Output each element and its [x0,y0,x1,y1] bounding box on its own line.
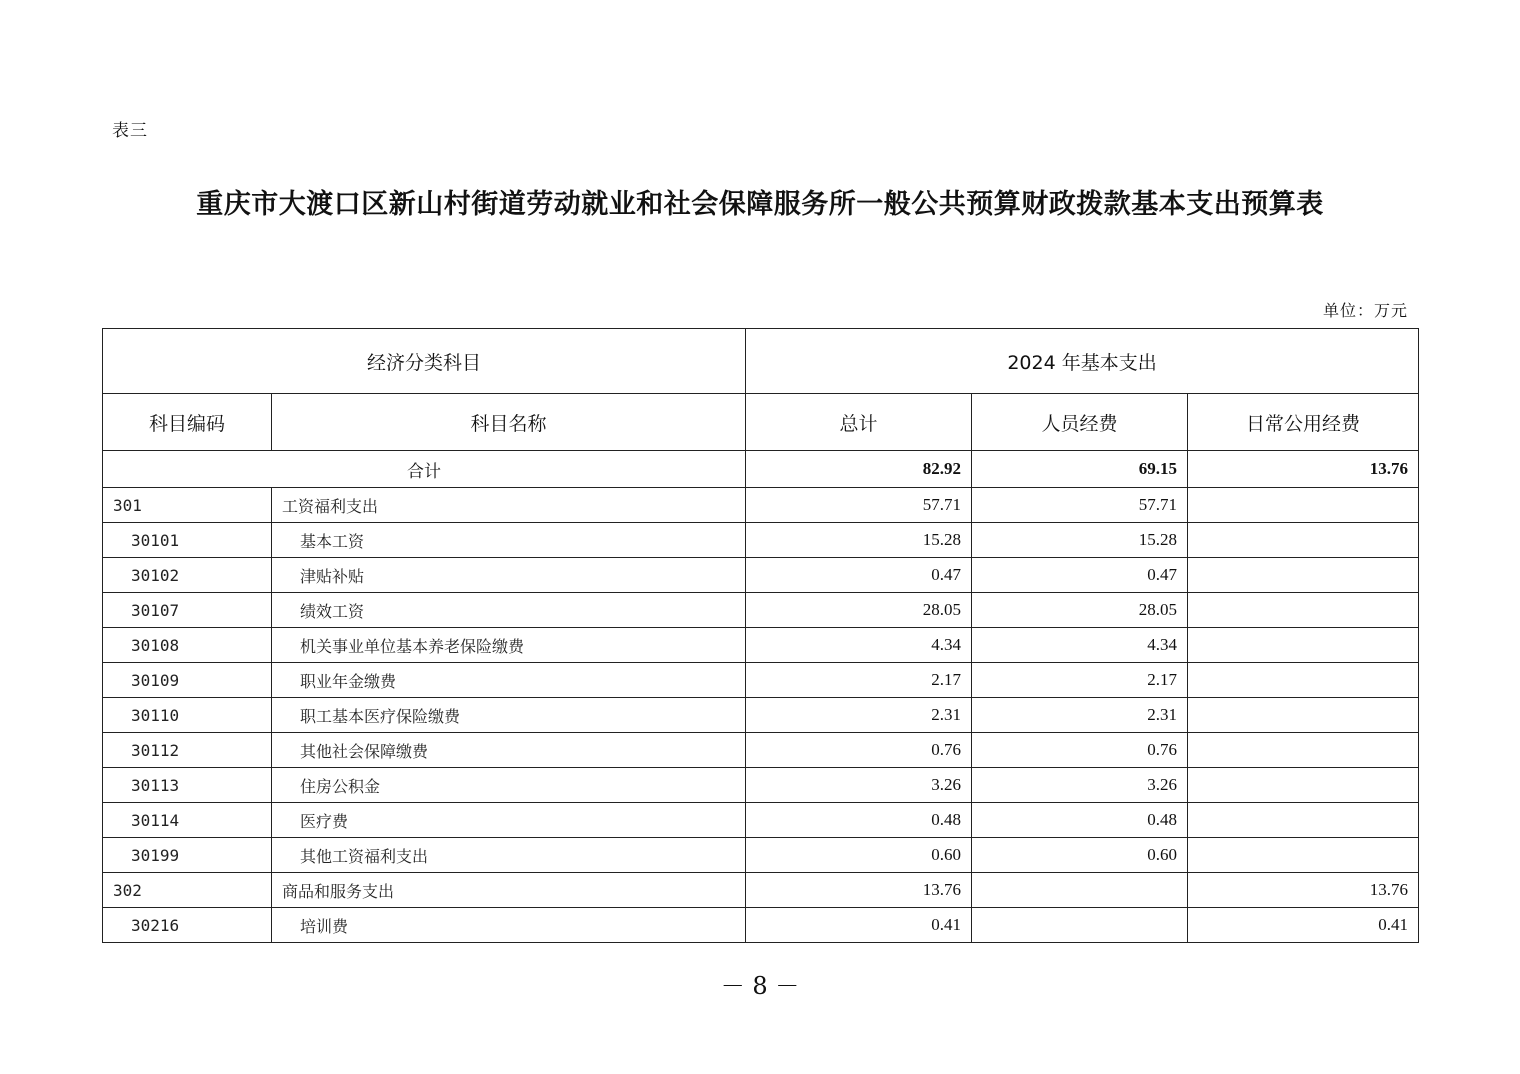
row-total: 57.71 [746,488,972,523]
row-public [1188,768,1419,803]
row-total: 0.60 [746,838,972,873]
document-title: 重庆市大渡口区新山村街道劳动就业和社会保障服务所一般公共预算财政拨款基本支出预算表 [196,189,1324,220]
total-row [103,451,1419,488]
row-personnel [972,873,1188,908]
row-name: 医疗费 [272,803,746,838]
row-name: 职工基本医疗保险缴费 [272,698,746,733]
total-label: 合计 [103,451,746,488]
table-row [103,908,1419,943]
table-row [103,663,1419,698]
row-code: 30199 [103,838,272,873]
row-personnel: 4.34 [972,628,1188,663]
row-total: 2.17 [746,663,972,698]
row-code: 30102 [103,558,272,593]
row-total: 0.76 [746,733,972,768]
row-code: 30107 [103,593,272,628]
row-personnel: 0.76 [972,733,1188,768]
row-name: 工资福利支出 [272,488,746,523]
row-public: 13.76 [1188,873,1419,908]
table-row [103,523,1419,558]
table-row [103,488,1419,523]
row-name: 机关事业单位基本养老保险缴费 [272,628,746,663]
row-name: 商品和服务支出 [272,873,746,908]
row-code: 30110 [103,698,272,733]
row-total: 28.05 [746,593,972,628]
header-total: 总计 [746,394,972,451]
row-code: 302 [103,873,272,908]
row-code: 30114 [103,803,272,838]
row-code: 30101 [103,523,272,558]
table-row [103,593,1419,628]
row-total: 0.48 [746,803,972,838]
row-code: 30112 [103,733,272,768]
row-public [1188,593,1419,628]
row-total: 0.41 [746,908,972,943]
row-code: 30108 [103,628,272,663]
header-basic-expense: 2024 年基本支出 [746,329,1419,394]
header-public: 日常公用经费 [1188,394,1419,451]
row-public [1188,523,1419,558]
table-row [103,768,1419,803]
row-public [1188,838,1419,873]
page-number: － 8 － [720,972,800,1000]
row-total: 2.31 [746,698,972,733]
row-total: 15.28 [746,523,972,558]
row-total: 13.76 [746,873,972,908]
row-code: 30109 [103,663,272,698]
row-personnel: 57.71 [972,488,1188,523]
row-personnel: 15.28 [972,523,1188,558]
row-total: 0.47 [746,558,972,593]
row-personnel: 2.17 [972,663,1188,698]
row-name: 基本工资 [272,523,746,558]
row-personnel: 2.31 [972,698,1188,733]
row-public [1188,733,1419,768]
row-total: 4.34 [746,628,972,663]
row-code: 301 [103,488,272,523]
total-public: 13.76 [1188,451,1419,488]
total-personnel: 69.15 [972,451,1188,488]
unit-note: 单位：万元 [1322,301,1408,320]
budget-table [102,328,1419,943]
header-personnel: 人员经费 [972,394,1188,451]
row-personnel: 3.26 [972,768,1188,803]
row-personnel: 0.48 [972,803,1188,838]
row-personnel: 0.60 [972,838,1188,873]
row-personnel [972,908,1188,943]
table-row [103,733,1419,768]
row-name: 其他工资福利支出 [272,838,746,873]
row-name: 津贴补贴 [272,558,746,593]
row-public [1188,488,1419,523]
table-label: 表三 [112,121,148,141]
row-public [1188,663,1419,698]
row-public [1188,698,1419,733]
row-public [1188,628,1419,663]
table-row [103,873,1419,908]
row-public [1188,803,1419,838]
table-row [103,628,1419,663]
table-row [103,838,1419,873]
table-row [103,698,1419,733]
table-row [103,803,1419,838]
header-econ-class: 经济分类科目 [103,329,746,394]
header-row-2 [103,394,1419,451]
table-row [103,558,1419,593]
row-name: 其他社会保障缴费 [272,733,746,768]
row-personnel: 0.47 [972,558,1188,593]
row-total: 3.26 [746,768,972,803]
header-code: 科目编码 [103,394,272,451]
row-personnel: 28.05 [972,593,1188,628]
row-name: 培训费 [272,908,746,943]
header-name: 科目名称 [272,394,746,451]
row-name: 绩效工资 [272,593,746,628]
row-code: 30216 [103,908,272,943]
header-row-1 [103,329,1419,394]
row-code: 30113 [103,768,272,803]
row-name: 住房公积金 [272,768,746,803]
total-sum: 82.92 [746,451,972,488]
row-name: 职业年金缴费 [272,663,746,698]
row-public [1188,558,1419,593]
row-public: 0.41 [1188,908,1419,943]
